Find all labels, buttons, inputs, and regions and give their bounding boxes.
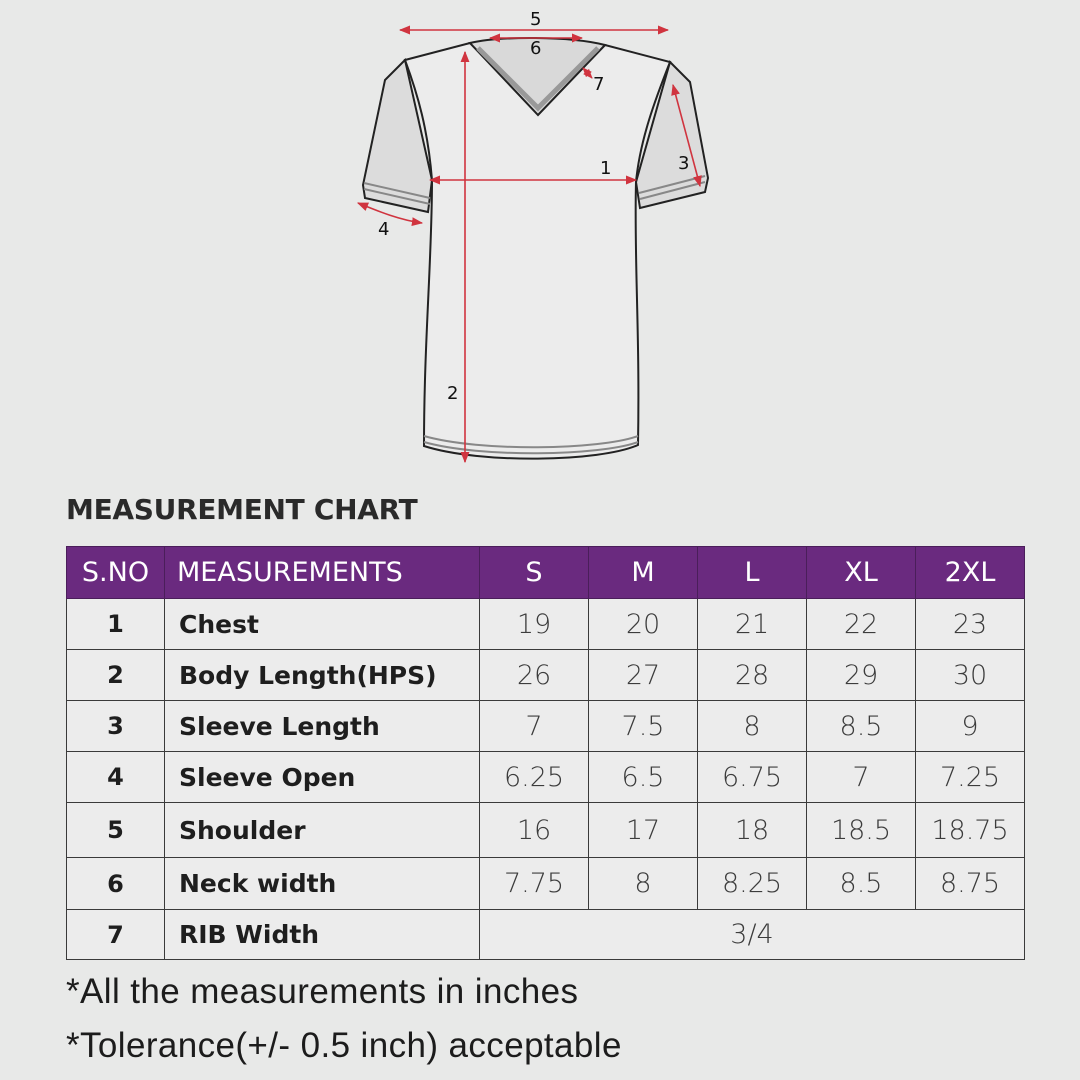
- row-value-cell: 6.75: [698, 752, 807, 803]
- row-sno: 5: [67, 803, 165, 858]
- row-sno: 7: [67, 910, 165, 960]
- measurement-table: [66, 546, 1025, 960]
- header-size-xl: XL: [807, 547, 916, 599]
- row-value-cell: 18: [698, 803, 807, 858]
- row-value-cell: 8.5: [807, 858, 916, 910]
- row-measurement-name: Shoulder: [165, 803, 480, 858]
- row-value-cell: 27: [589, 650, 698, 701]
- row-value-cell: 7.75: [480, 858, 589, 910]
- row-value-cell: 7.25: [916, 752, 1025, 803]
- table-row: [67, 701, 1025, 752]
- row-value-cell: 28: [698, 650, 807, 701]
- row-value-cell: 9: [916, 701, 1025, 752]
- row-value-cell: 18.5: [807, 803, 916, 858]
- dim-label-1: 1: [600, 158, 612, 179]
- row-measurement-name: Chest: [165, 599, 480, 650]
- row-merged-value-cell: 3/4: [480, 910, 1025, 960]
- dim-label-2: 2: [447, 383, 459, 404]
- row-sno: 2: [67, 650, 165, 701]
- header-size-2xl: 2XL: [916, 547, 1025, 599]
- tshirt-diagram: [340, 0, 740, 480]
- header-sno: S.NO: [67, 547, 165, 599]
- row-measurement-name: Body Length(HPS): [165, 650, 480, 701]
- row-value-cell: 16: [480, 803, 589, 858]
- row-value-cell: 21: [698, 599, 807, 650]
- row-value-cell: 7: [480, 701, 589, 752]
- table-row: [67, 599, 1025, 650]
- row-value-cell: 8.75: [916, 858, 1025, 910]
- row-sno: 6: [67, 858, 165, 910]
- table-row: [67, 910, 1025, 960]
- row-value-cell: 23: [916, 599, 1025, 650]
- row-measurement-name: Sleeve Open: [165, 752, 480, 803]
- row-measurement-name: Neck width: [165, 858, 480, 910]
- row-value-cell: 19: [480, 599, 589, 650]
- row-value-cell: 30: [916, 650, 1025, 701]
- row-value-cell: 7: [807, 752, 916, 803]
- header-size-s: S: [480, 547, 589, 599]
- row-value-cell: 26: [480, 650, 589, 701]
- note-tolerance: *Tolerance(+/- 0.5 inch) acceptable: [66, 1026, 622, 1065]
- header-measurements: MEASUREMENTS: [165, 547, 480, 599]
- table-body: [67, 599, 1025, 960]
- row-value-cell: 17: [589, 803, 698, 858]
- row-value-cell: 18.75: [916, 803, 1025, 858]
- row-value-cell: 7.5: [589, 701, 698, 752]
- row-sno: 1: [67, 599, 165, 650]
- table-row: [67, 858, 1025, 910]
- chart-title: MEASUREMENT CHART: [66, 493, 418, 526]
- row-value-cell: 8: [698, 701, 807, 752]
- table-row: [67, 752, 1025, 803]
- table-row: [67, 650, 1025, 701]
- row-value-cell: 20: [589, 599, 698, 650]
- table-header-row: [67, 547, 1025, 599]
- row-value-cell: 6.5: [589, 752, 698, 803]
- dim-label-6: 6: [530, 38, 542, 59]
- row-value-cell: 8.25: [698, 858, 807, 910]
- table-row: [67, 803, 1025, 858]
- row-value-cell: 22: [807, 599, 916, 650]
- note-units: *All the measurements in inches: [66, 972, 579, 1011]
- row-sno: 3: [67, 701, 165, 752]
- row-value-cell: 29: [807, 650, 916, 701]
- row-value-cell: 6.25: [480, 752, 589, 803]
- header-size-l: L: [698, 547, 807, 599]
- dim-label-4: 4: [378, 219, 390, 240]
- dim-label-3: 3: [678, 153, 690, 174]
- dim-label-7: 7: [593, 74, 605, 95]
- dim-label-5: 5: [530, 9, 542, 30]
- row-value-cell: 8: [589, 858, 698, 910]
- row-sno: 4: [67, 752, 165, 803]
- header-size-m: M: [589, 547, 698, 599]
- row-measurement-name: Sleeve Length: [165, 701, 480, 752]
- row-value-cell: 8.5: [807, 701, 916, 752]
- row-measurement-name: RIB Width: [165, 910, 480, 960]
